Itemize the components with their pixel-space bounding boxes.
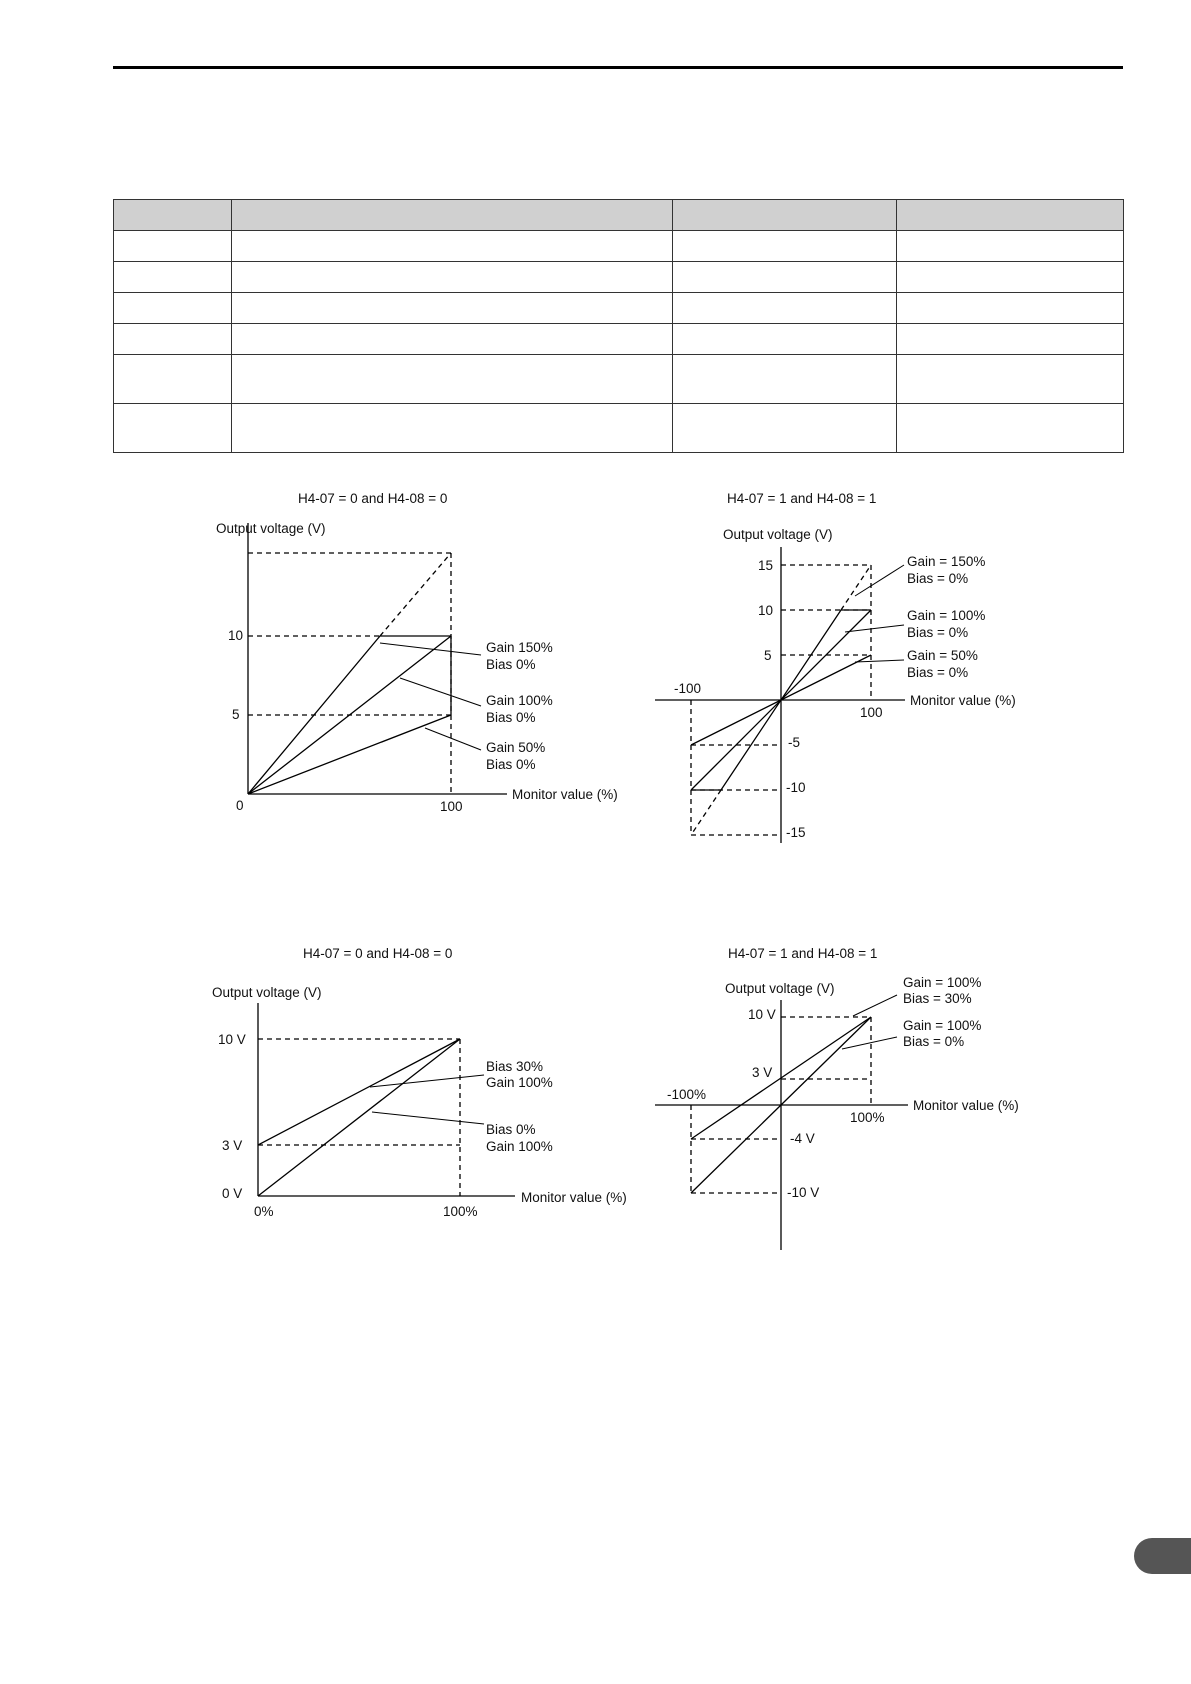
x-axis-label: Monitor value (%) bbox=[910, 693, 1016, 708]
y-axis-label: Output voltage (V) bbox=[216, 521, 326, 536]
annotation: Bias = 0% bbox=[907, 571, 969, 586]
tick-label: 100% bbox=[443, 1204, 478, 1219]
leader-line bbox=[855, 565, 904, 596]
annotation: Bias = 0% bbox=[907, 665, 969, 680]
tick-label: 3 V bbox=[752, 1065, 773, 1080]
tick-label: -5 bbox=[788, 735, 801, 750]
annotation: Bias 0% bbox=[486, 710, 536, 725]
figure-title: H4-07 = 1 and H4-08 = 1 bbox=[727, 491, 877, 506]
leader-line bbox=[380, 643, 481, 655]
annotation: Bias = 0% bbox=[903, 1034, 965, 1049]
x-axis-label: Monitor value (%) bbox=[913, 1098, 1019, 1113]
annotation: Bias = 30% bbox=[903, 991, 972, 1006]
tick-label: 0 V bbox=[222, 1186, 243, 1201]
leader-lines bbox=[370, 1075, 484, 1124]
x-axis-label: Monitor value (%) bbox=[512, 787, 618, 802]
figure-1-text bbox=[216, 491, 618, 814]
annotation: Gain 150% bbox=[486, 640, 553, 655]
tick-label: 100% bbox=[850, 1110, 885, 1125]
figure-title: H4-07 = 0 and H4-08 = 0 bbox=[303, 946, 453, 961]
guide-line bbox=[380, 553, 451, 636]
tick-label: 100 bbox=[440, 799, 463, 814]
tick-label: -100 bbox=[674, 681, 702, 696]
figure-4-text bbox=[667, 946, 1019, 1200]
tick-label: -15 bbox=[786, 825, 806, 840]
x-axis-label: Monitor value (%) bbox=[521, 1190, 627, 1205]
annotation: Gain = 100% bbox=[903, 975, 982, 990]
tick-label: -10 bbox=[786, 780, 806, 795]
tick-label: 10 bbox=[758, 603, 774, 618]
figure-2-text bbox=[674, 491, 1016, 840]
tick-label: -4 V bbox=[790, 1131, 815, 1146]
annotation: Gain = 100% bbox=[903, 1018, 982, 1033]
annotation: Gain = 50% bbox=[907, 648, 978, 663]
guide-line bbox=[691, 790, 721, 835]
tick-label: -10 V bbox=[787, 1185, 820, 1200]
tick-label: 10 V bbox=[218, 1032, 246, 1047]
annotation: Gain 100% bbox=[486, 693, 553, 708]
leader-line bbox=[425, 728, 481, 750]
figure-title: H4-07 = 1 and H4-08 = 1 bbox=[728, 946, 878, 961]
annotation: Bias 30% bbox=[486, 1059, 544, 1074]
leader-line bbox=[845, 625, 904, 632]
series-bias-0 bbox=[258, 1039, 460, 1196]
leader-line bbox=[842, 1037, 897, 1049]
guide-line bbox=[841, 565, 871, 610]
tick-label: 5 bbox=[764, 648, 772, 663]
figure-1-gain-unipolar bbox=[248, 523, 507, 794]
annotation: Gain = 100% bbox=[907, 608, 986, 623]
figure-title: H4-07 = 0 and H4-08 = 0 bbox=[298, 491, 448, 506]
leader-lines bbox=[845, 565, 904, 662]
tick-label: 10 V bbox=[748, 1007, 776, 1022]
figure-3-text bbox=[212, 946, 627, 1219]
tick-label: 10 bbox=[228, 628, 244, 643]
tick-label: 15 bbox=[758, 558, 774, 573]
y-axis-label: Output voltage (V) bbox=[212, 985, 322, 1000]
y-axis-label: Output voltage (V) bbox=[723, 527, 833, 542]
tick-label: -100% bbox=[667, 1087, 707, 1102]
figure-3-bias-unipolar bbox=[258, 1003, 515, 1196]
leader-line bbox=[853, 995, 897, 1016]
annotation: Gain 100% bbox=[486, 1075, 553, 1090]
leader-line bbox=[400, 678, 481, 706]
leader-line bbox=[372, 1112, 484, 1124]
annotation: Bias = 0% bbox=[907, 625, 969, 640]
annotation: Bias 0% bbox=[486, 757, 536, 772]
tick-label: 0 bbox=[236, 798, 244, 813]
tick-label: 3 V bbox=[222, 1138, 243, 1153]
annotation: Bias 0% bbox=[486, 1122, 536, 1137]
annotation: Bias 0% bbox=[486, 657, 536, 672]
leader-lines bbox=[380, 643, 481, 750]
series-bias-30 bbox=[258, 1039, 460, 1145]
annotation: Gain = 150% bbox=[907, 554, 986, 569]
annotation: Gain 100% bbox=[486, 1139, 553, 1154]
tick-label: 0% bbox=[254, 1204, 274, 1219]
tick-label: 100 bbox=[860, 705, 883, 720]
annotation: Gain 50% bbox=[486, 740, 546, 755]
leader-lines bbox=[842, 995, 897, 1049]
tick-label: 5 bbox=[232, 707, 240, 722]
leader-line bbox=[855, 660, 904, 662]
chapter-tab bbox=[1134, 1538, 1191, 1574]
y-axis-label: Output voltage (V) bbox=[725, 981, 835, 996]
series-gain-50 bbox=[248, 715, 451, 794]
